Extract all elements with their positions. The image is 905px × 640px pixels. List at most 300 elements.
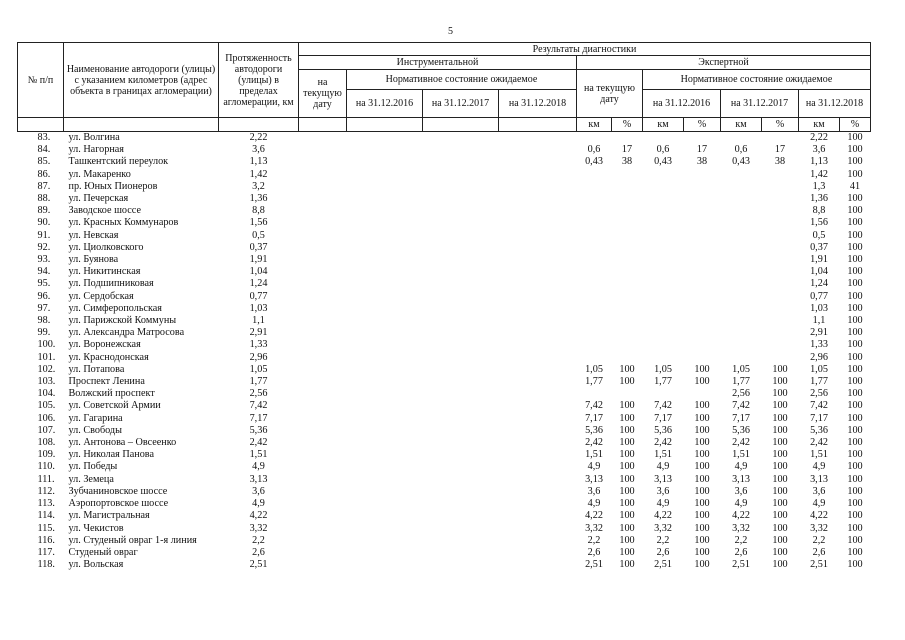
km-value: 3,13 (810, 473, 828, 485)
road-name: ул. Печерская (68, 193, 129, 205)
road-length: 1,42 (249, 168, 268, 180)
km-value: 3,32 (654, 522, 672, 534)
road-name: ул. Сердобская (68, 290, 134, 302)
km-value: 4,9 (587, 498, 601, 510)
pct-value (762, 352, 799, 364)
km-value: 4,22 (732, 510, 750, 522)
pct-value: 100 (694, 473, 710, 485)
km-value (643, 303, 684, 315)
table-row (18, 510, 871, 522)
road-name: Волжский проспект (68, 388, 155, 400)
road-name: Проспект Ленина (68, 376, 145, 388)
pct-value: 100 (619, 473, 635, 485)
instrumental-cell (423, 474, 499, 486)
instrumental-cell (423, 400, 499, 412)
row-number: 109. (37, 449, 56, 461)
instrumental-cell (347, 376, 423, 388)
header-instr-2017: на 31.12.2017 (423, 90, 499, 118)
road-length: 0,37 (249, 241, 268, 253)
pct-value (684, 278, 721, 290)
pct-value: 100 (847, 229, 863, 241)
km-value: 0,43 (585, 156, 603, 168)
instrumental-cell (299, 217, 347, 229)
instrumental-cell (499, 364, 577, 376)
km-value (721, 266, 762, 278)
road-name: ул. Антонова – Овсеенко (68, 437, 177, 449)
pct-value: 100 (847, 376, 863, 388)
instrumental-cell (299, 303, 347, 315)
km-value (721, 339, 762, 351)
instrumental-cell (423, 217, 499, 229)
instrumental-cell (347, 217, 423, 229)
pct-value (612, 169, 643, 181)
km-value: 2,96 (810, 351, 828, 363)
km-value: 1,04 (810, 266, 828, 278)
instrumental-cell (423, 510, 499, 522)
km-value: 1,03 (810, 302, 828, 314)
km-value: 3,13 (654, 473, 672, 485)
pct-value: 100 (847, 351, 863, 363)
instrumental-cell (347, 132, 423, 145)
row-number: 105. (37, 400, 56, 412)
instrumental-cell (499, 169, 577, 181)
table-row (18, 461, 871, 473)
instrumental-cell (347, 327, 423, 339)
road-length: 2,2 (252, 534, 265, 546)
km-value: 1,05 (585, 363, 603, 375)
pct-value: 100 (694, 510, 710, 522)
instrumental-cell (347, 510, 423, 522)
km-value: 7,17 (654, 412, 672, 424)
road-name: ул. Волгина (68, 132, 120, 143)
pct-value: 100 (772, 412, 788, 424)
instrumental-cell (347, 169, 423, 181)
table-row (18, 266, 871, 278)
km-value: 1,3 (812, 180, 826, 192)
pct-value: 100 (772, 424, 788, 436)
road-name: ул. Николая Панова (68, 449, 154, 461)
instrumental-cell (499, 559, 577, 571)
row-number: 108. (37, 437, 56, 449)
instrumental-cell (423, 193, 499, 205)
table-row (18, 315, 871, 327)
instrumental-cell (299, 474, 347, 486)
road-name: Аэропортовское шоссе (68, 498, 169, 510)
road-name: ул. Земеца (68, 473, 114, 485)
header-instr-2016: на 31.12.2016 (347, 90, 423, 118)
pct-value (762, 242, 799, 254)
table-row (18, 339, 871, 351)
instrumental-cell (299, 523, 347, 535)
row-number: 88. (37, 193, 51, 205)
km-value (577, 169, 612, 181)
instrumental-cell (423, 413, 499, 425)
header-name: Наименование автодороги (улицы) с указанием километров (адрес объекта в границах агломерации) (64, 43, 219, 118)
km-value (577, 327, 612, 339)
km-value: 2,22 (810, 132, 828, 143)
road-name: ул. Парижской Коммуны (68, 315, 177, 327)
km-value: 1,77 (732, 376, 750, 388)
km-value: 1,56 (810, 217, 828, 229)
pct-value: 100 (847, 473, 863, 485)
instrumental-cell (499, 498, 577, 510)
pct-value (762, 266, 799, 278)
instrumental-cell (299, 437, 347, 449)
km-value: 4,9 (587, 461, 601, 473)
row-number: 100. (37, 339, 56, 351)
km-value: 7,17 (810, 412, 828, 424)
pct-value: 100 (847, 400, 863, 412)
pct-value: 100 (847, 522, 863, 534)
row-number: 83. (37, 132, 51, 143)
instrumental-cell (299, 535, 347, 547)
instrumental-cell (423, 486, 499, 498)
table-row (18, 242, 871, 254)
km-value (577, 315, 612, 327)
pct-value (684, 388, 721, 400)
pct-value: 100 (772, 546, 788, 558)
pct-value (684, 254, 721, 266)
instrumental-cell (423, 559, 499, 571)
km-value: 1,05 (810, 363, 828, 375)
instrumental-cell (423, 327, 499, 339)
instrumental-cell (423, 144, 499, 156)
km-value (577, 242, 612, 254)
km-value (643, 181, 684, 193)
km-value (577, 303, 612, 315)
km-value (721, 303, 762, 315)
instrumental-cell (299, 559, 347, 571)
road-length: 4,9 (252, 498, 265, 510)
km-value: 5,36 (732, 424, 750, 436)
pct-value (612, 278, 643, 290)
pct-value: 100 (772, 534, 788, 546)
pct-value: 100 (619, 510, 635, 522)
pct-value: 100 (847, 485, 863, 497)
instrumental-cell (423, 303, 499, 315)
km-value (643, 315, 684, 327)
instrumental-cell (347, 535, 423, 547)
pct-value (684, 327, 721, 339)
road-name: ул. Подшипниковая (68, 278, 154, 290)
instrumental-cell (299, 193, 347, 205)
km-value (577, 339, 612, 351)
pct-value: 100 (619, 363, 635, 375)
instrumental-cell (347, 181, 423, 193)
km-value (577, 205, 612, 217)
instrumental-cell (423, 205, 499, 217)
pct-value (612, 303, 643, 315)
row-number: 115. (37, 522, 55, 534)
header-pct: % (762, 118, 799, 132)
instrumental-cell (499, 486, 577, 498)
instrumental-cell (499, 437, 577, 449)
row-number: 101. (37, 351, 56, 363)
road-length: 3,13 (249, 473, 268, 485)
km-value (643, 266, 684, 278)
road-name: ул. Никитинская (68, 266, 141, 278)
road-length: 0,5 (252, 229, 265, 241)
road-length: 4,9 (252, 461, 265, 473)
km-value (577, 278, 612, 290)
pct-value (762, 181, 799, 193)
table-row (18, 230, 871, 242)
km-value (721, 193, 762, 205)
km-value (577, 193, 612, 205)
instrumental-cell (347, 144, 423, 156)
pct-value: 100 (847, 424, 863, 436)
pct-value: 100 (847, 193, 863, 205)
instrumental-cell (499, 523, 577, 535)
km-value (643, 278, 684, 290)
row-number: 84. (37, 144, 51, 156)
km-value (721, 169, 762, 181)
road-length: 3,6 (252, 485, 265, 497)
pct-value: 100 (772, 461, 788, 473)
km-value (643, 132, 684, 145)
km-value: 4,9 (734, 498, 748, 510)
instrumental-cell (299, 169, 347, 181)
row-number: 89. (37, 205, 51, 217)
road-length: 5,36 (249, 424, 268, 436)
instrumental-cell (299, 425, 347, 437)
pct-value (684, 291, 721, 303)
km-value (721, 230, 762, 242)
instrumental-cell (499, 156, 577, 168)
km-value (721, 278, 762, 290)
pct-value (612, 230, 643, 242)
pct-value: 100 (847, 302, 863, 314)
row-number: 116. (37, 534, 55, 546)
road-length: 2,42 (249, 437, 268, 449)
pct-value (612, 315, 643, 327)
road-name: Зубчаниновское шоссе (68, 485, 168, 497)
km-value: 1,51 (654, 449, 672, 461)
km-value: 0,43 (732, 156, 750, 168)
instrumental-cell (423, 547, 499, 559)
road-length: 2,91 (249, 327, 268, 339)
pct-value: 100 (619, 498, 635, 510)
instrumental-cell (499, 303, 577, 315)
pct-value (762, 169, 799, 181)
row-number: 102. (37, 363, 56, 375)
row-number: 95. (37, 278, 51, 290)
instrumental-cell (347, 156, 423, 168)
table-row (18, 425, 871, 437)
pct-value: 100 (847, 449, 863, 461)
pct-value (762, 254, 799, 266)
pct-value: 100 (619, 461, 635, 473)
km-value (577, 132, 612, 145)
km-value: 0,77 (810, 290, 828, 302)
pct-value (762, 339, 799, 351)
pct-value: 100 (772, 510, 788, 522)
table-row (18, 559, 871, 571)
instrumental-cell (347, 266, 423, 278)
instrumental-cell (299, 547, 347, 559)
pct-value: 100 (694, 400, 710, 412)
header-km: км (799, 118, 840, 132)
instrumental-cell (347, 413, 423, 425)
pct-value: 100 (847, 534, 863, 546)
pct-value: 100 (619, 485, 635, 497)
pct-value (684, 217, 721, 229)
km-value (643, 327, 684, 339)
pct-value: 100 (847, 168, 863, 180)
table-row (18, 291, 871, 303)
header-normative-instr: Нормативное состояние ожидаемое (347, 70, 577, 90)
km-value: 7,42 (654, 400, 672, 412)
pct-value (684, 339, 721, 351)
table-row (18, 169, 871, 181)
km-value (721, 217, 762, 229)
pct-value: 100 (694, 376, 710, 388)
table-row (18, 144, 871, 156)
instrumental-cell (423, 230, 499, 242)
pct-value (684, 242, 721, 254)
pct-value: 100 (847, 363, 863, 375)
km-value: 0,6 (734, 144, 748, 156)
table-row (18, 132, 871, 145)
road-length: 1,33 (249, 339, 268, 351)
pct-value: 100 (619, 449, 635, 461)
pct-value: 100 (847, 546, 863, 558)
km-value (577, 181, 612, 193)
km-value: 2,6 (656, 546, 670, 558)
instrumental-cell (423, 169, 499, 181)
table-row (18, 278, 871, 290)
pct-value: 17 (774, 144, 786, 156)
pct-value (612, 291, 643, 303)
pct-value: 100 (619, 522, 635, 534)
km-value: 4,9 (812, 461, 826, 473)
instrumental-cell (499, 413, 577, 425)
pct-value (762, 132, 799, 145)
pct-value: 100 (772, 363, 788, 375)
km-value (643, 169, 684, 181)
pct-value: 100 (847, 327, 863, 339)
pct-value: 100 (772, 473, 788, 485)
pct-value: 100 (694, 498, 710, 510)
km-value: 5,36 (654, 424, 672, 436)
km-value: 2,51 (585, 559, 603, 571)
instrumental-cell (299, 486, 347, 498)
road-length: 8,8 (252, 205, 265, 217)
pct-value: 100 (847, 290, 863, 302)
instrumental-cell (299, 413, 347, 425)
header-pct: % (684, 118, 721, 132)
km-value: 1,36 (810, 193, 828, 205)
header-pct: % (840, 118, 871, 132)
pct-value: 100 (847, 156, 863, 168)
km-value: 7,42 (810, 400, 828, 412)
table-row (18, 535, 871, 547)
km-value (577, 254, 612, 266)
instrumental-cell (499, 315, 577, 327)
header-instr-2018: на 31.12.2018 (499, 90, 577, 118)
pct-value (762, 193, 799, 205)
instrumental-cell (299, 278, 347, 290)
instrumental-cell (347, 486, 423, 498)
instrumental-cell (347, 523, 423, 535)
pct-value: 41 (849, 180, 861, 192)
km-value (577, 230, 612, 242)
pct-value (612, 205, 643, 217)
road-length: 1,24 (249, 278, 268, 290)
instrumental-cell (423, 254, 499, 266)
km-value (721, 205, 762, 217)
pct-value (762, 291, 799, 303)
pct-value: 17 (621, 144, 633, 156)
header-km: км (643, 118, 684, 132)
km-value: 1,51 (585, 449, 603, 461)
road-length: 1,03 (249, 302, 268, 314)
km-value: 7,17 (585, 412, 603, 424)
road-name: ул. Воронежская (68, 339, 141, 351)
pct-value: 100 (847, 498, 863, 510)
km-value (721, 132, 762, 145)
header-num: № п/п (18, 43, 64, 118)
instrumental-cell (347, 193, 423, 205)
road-length: 0,77 (249, 290, 268, 302)
pct-value (684, 303, 721, 315)
pct-value: 100 (772, 376, 788, 388)
km-value: 4,9 (656, 498, 670, 510)
km-value: 3,6 (812, 144, 826, 156)
instrumental-cell (299, 144, 347, 156)
instrumental-cell (499, 388, 577, 400)
road-name: ул. Победы (68, 461, 118, 473)
row-number: 96. (37, 290, 51, 302)
km-value (577, 266, 612, 278)
road-name: ул. Свободы (68, 424, 122, 436)
header-expert: Экспертной (577, 56, 871, 70)
km-value: 3,6 (587, 485, 601, 497)
diagnostics-table (17, 42, 871, 571)
pct-value: 100 (619, 546, 635, 558)
km-value: 1,05 (732, 363, 750, 375)
km-value: 4,9 (656, 461, 670, 473)
pct-value: 100 (694, 412, 710, 424)
row-number: 90. (37, 217, 51, 229)
row-number: 113. (37, 498, 55, 510)
instrumental-cell (299, 181, 347, 193)
km-value: 2,42 (654, 437, 672, 449)
table-row (18, 303, 871, 315)
km-value: 2,6 (734, 546, 748, 558)
instrumental-cell (499, 535, 577, 547)
km-value: 7,42 (732, 400, 750, 412)
pct-value: 100 (619, 559, 635, 571)
km-value: 5,36 (810, 424, 828, 436)
road-length: 2,56 (249, 388, 268, 400)
instrumental-cell (347, 303, 423, 315)
road-name: Студеный овраг (68, 546, 138, 558)
page-number: 5 (448, 26, 453, 37)
road-length: 3,32 (249, 522, 268, 534)
pct-value: 100 (847, 510, 863, 522)
km-value: 7,42 (585, 400, 603, 412)
km-value: 2,56 (732, 388, 750, 400)
pct-value (612, 132, 643, 145)
km-value: 1,91 (810, 254, 828, 266)
instrumental-cell (347, 400, 423, 412)
instrumental-cell (299, 230, 347, 242)
pct-value (612, 388, 643, 400)
pct-value (684, 169, 721, 181)
instrumental-cell (423, 461, 499, 473)
instrumental-cell (423, 278, 499, 290)
